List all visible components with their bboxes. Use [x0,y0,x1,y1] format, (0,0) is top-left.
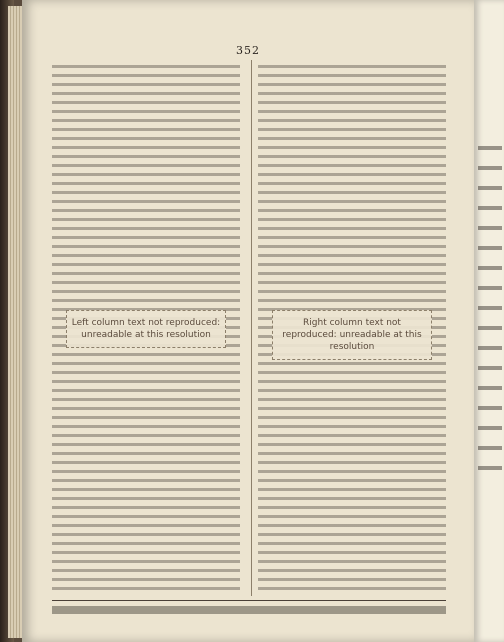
book-page [22,0,474,642]
publisher-footer [52,606,446,614]
facing-page-edge [474,0,504,642]
footer-rule [52,600,446,601]
text-column-left [52,60,240,596]
unread-note-left: Left column text not reproduced: unreadable at this resolution [66,310,226,348]
unread-note-right: Right column text not reproduced: unreadable at this resolution [272,310,432,360]
text-column-right [258,60,446,596]
page-number: 352 [236,44,260,57]
facing-page-text-edge [478,134,502,474]
column-divider [251,60,252,596]
